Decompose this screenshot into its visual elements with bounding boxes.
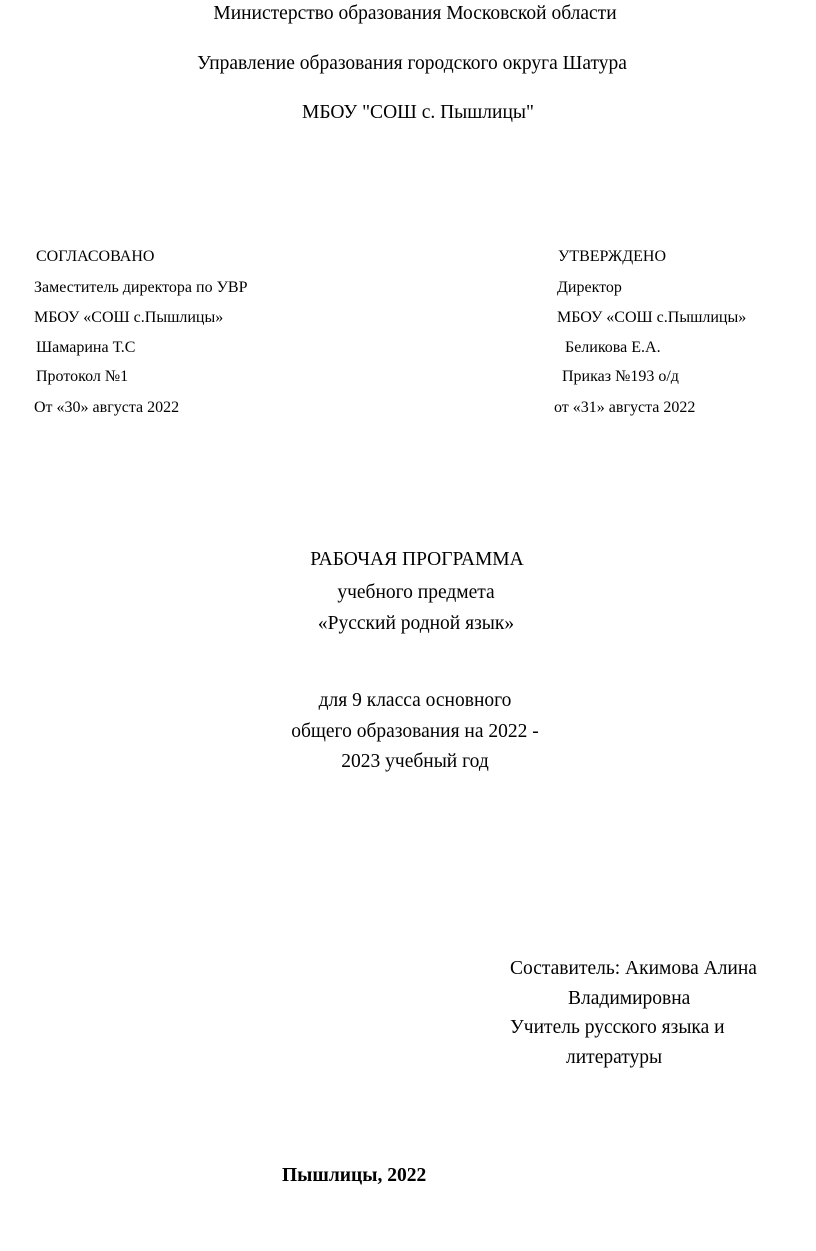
program-line1: учебного предмета: [337, 582, 495, 603]
program-grade-line2: общего образования на 2022 -: [291, 721, 539, 742]
program-title: РАБОЧАЯ ПРОГРАММА: [310, 549, 524, 570]
author-line4: литературы: [566, 1047, 663, 1068]
approval-left-protocol: Протокол №1: [36, 368, 129, 385]
approval-right-title: УТВЕРЖДЕНО: [558, 248, 667, 265]
school-heading: МБОУ "СОШ с. Пышлицы": [302, 102, 534, 123]
program-subject: «Русский родной язык»: [317, 613, 515, 634]
author-line3: Учитель русского языка и: [510, 1017, 725, 1038]
program-grade-line3: 2023 учебный год: [341, 751, 489, 772]
footer-place-year: Пышлицы, 2022: [282, 1165, 427, 1186]
approval-left-title: СОГЛАСОВАНО: [36, 248, 155, 265]
approval-left-date: От «30» августа 2022: [34, 399, 180, 416]
approval-right-position: Директор: [557, 279, 622, 296]
author-line2: Владимировна: [568, 988, 691, 1009]
approval-left-position: Заместитель директора по УВР: [34, 279, 248, 296]
ministry-heading: Министерство образования Московской области: [213, 3, 617, 24]
approval-right-order: Приказ №193 о/д: [562, 368, 679, 385]
approval-right-name: Беликова Е.А.: [565, 339, 661, 356]
approval-right-date: от «31» августа 2022: [554, 399, 696, 416]
author-line1: Составитель: Акимова Алина: [510, 958, 757, 979]
program-grade-line1: для 9 класса основного: [318, 690, 512, 711]
department-heading: Управление образования городского округа Шатура: [197, 53, 627, 74]
approval-left-name: Шамарина Т.С: [36, 339, 136, 356]
approval-right-school: МБОУ «СОШ с.Пышлицы»: [557, 309, 747, 326]
approval-left-school: МБОУ «СОШ с.Пышлицы»: [34, 309, 224, 326]
